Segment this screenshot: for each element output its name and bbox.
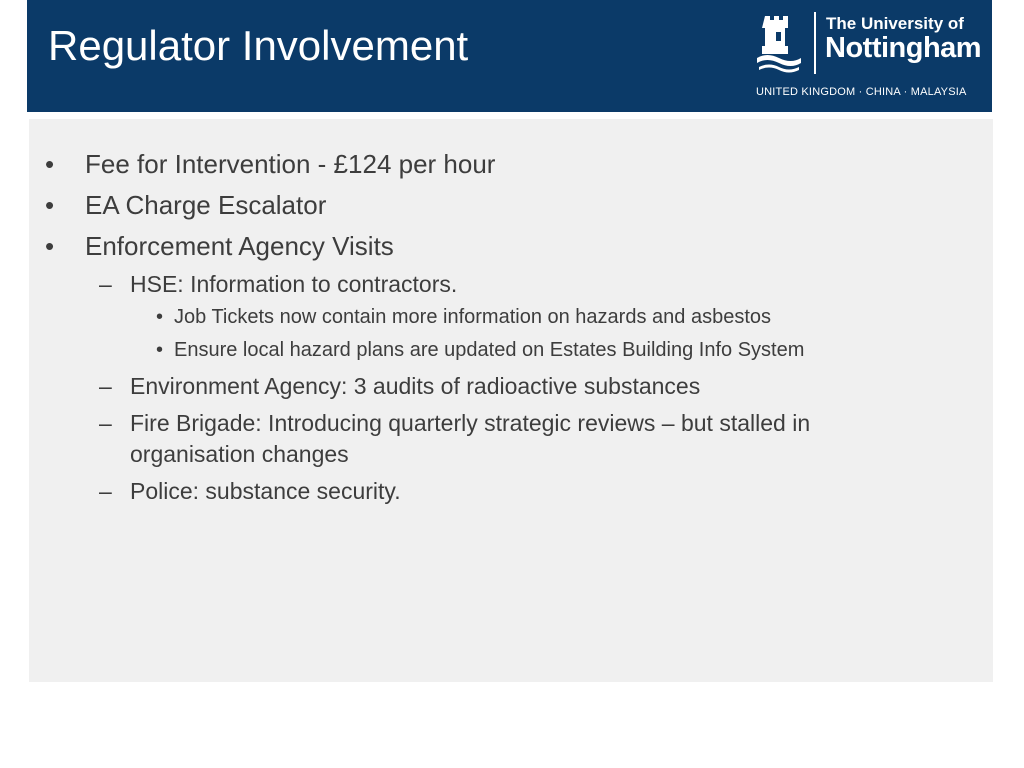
slide-title: Regulator Involvement <box>48 22 469 69</box>
sub-list-item-text: Environment Agency: 3 audits of radioactive substances <box>130 373 701 399</box>
sub-bullet-list <box>85 269 975 507</box>
list-item-text: EA Charge Escalator <box>85 190 327 220</box>
bullet-list <box>45 149 975 517</box>
dash-marker: – <box>99 373 112 399</box>
sub-list-item-text: Police: substance security. <box>130 478 401 504</box>
university-logo <box>754 6 984 106</box>
bullet-marker: • <box>45 149 55 179</box>
list-item <box>45 231 975 507</box>
sub-list-item <box>85 408 900 470</box>
castle-icon <box>754 10 804 74</box>
sub-sub-list-item <box>130 305 900 329</box>
logo-divider <box>814 12 816 74</box>
sub-sub-list-item-text: Job Tickets now contain more information on hazards and asbestos <box>174 306 771 328</box>
sub-sub-list-item-text: Ensure local hazard plans are updated on Estates Building Info System <box>174 339 805 361</box>
sub-list-item <box>85 269 900 362</box>
dash-marker: – <box>99 410 112 436</box>
dash-marker: – <box>99 271 112 297</box>
sub-sub-list-item <box>130 338 900 362</box>
bullet-marker: • <box>45 190 55 220</box>
logo-text-line1: The University of <box>826 14 964 33</box>
header-bar <box>27 0 992 112</box>
sub-list-item <box>85 371 900 402</box>
sub-list-item-text: HSE: Information to contractors. <box>130 271 458 297</box>
logo-text-line2: Nottingham <box>825 32 982 64</box>
bullet-marker: • <box>156 306 164 328</box>
logo-tagline: UNITED KINGDOM · CHINA · MALAYSIA <box>756 86 967 98</box>
content-panel <box>29 119 993 682</box>
list-item <box>45 190 975 221</box>
sub-list-item <box>85 476 900 507</box>
bullet-marker: • <box>45 231 55 261</box>
list-item <box>45 149 975 180</box>
bullet-marker: • <box>156 339 164 361</box>
sub-sub-bullet-list <box>130 305 900 362</box>
sub-list-item-text: Fire Brigade: Introducing quarterly strategic reviews – but stalled in organisation changes <box>130 410 811 467</box>
list-item-text: Fee for Intervention - £124 per hour <box>85 149 496 179</box>
dash-marker: – <box>99 478 112 504</box>
list-item-text: Enforcement Agency Visits <box>85 231 394 261</box>
